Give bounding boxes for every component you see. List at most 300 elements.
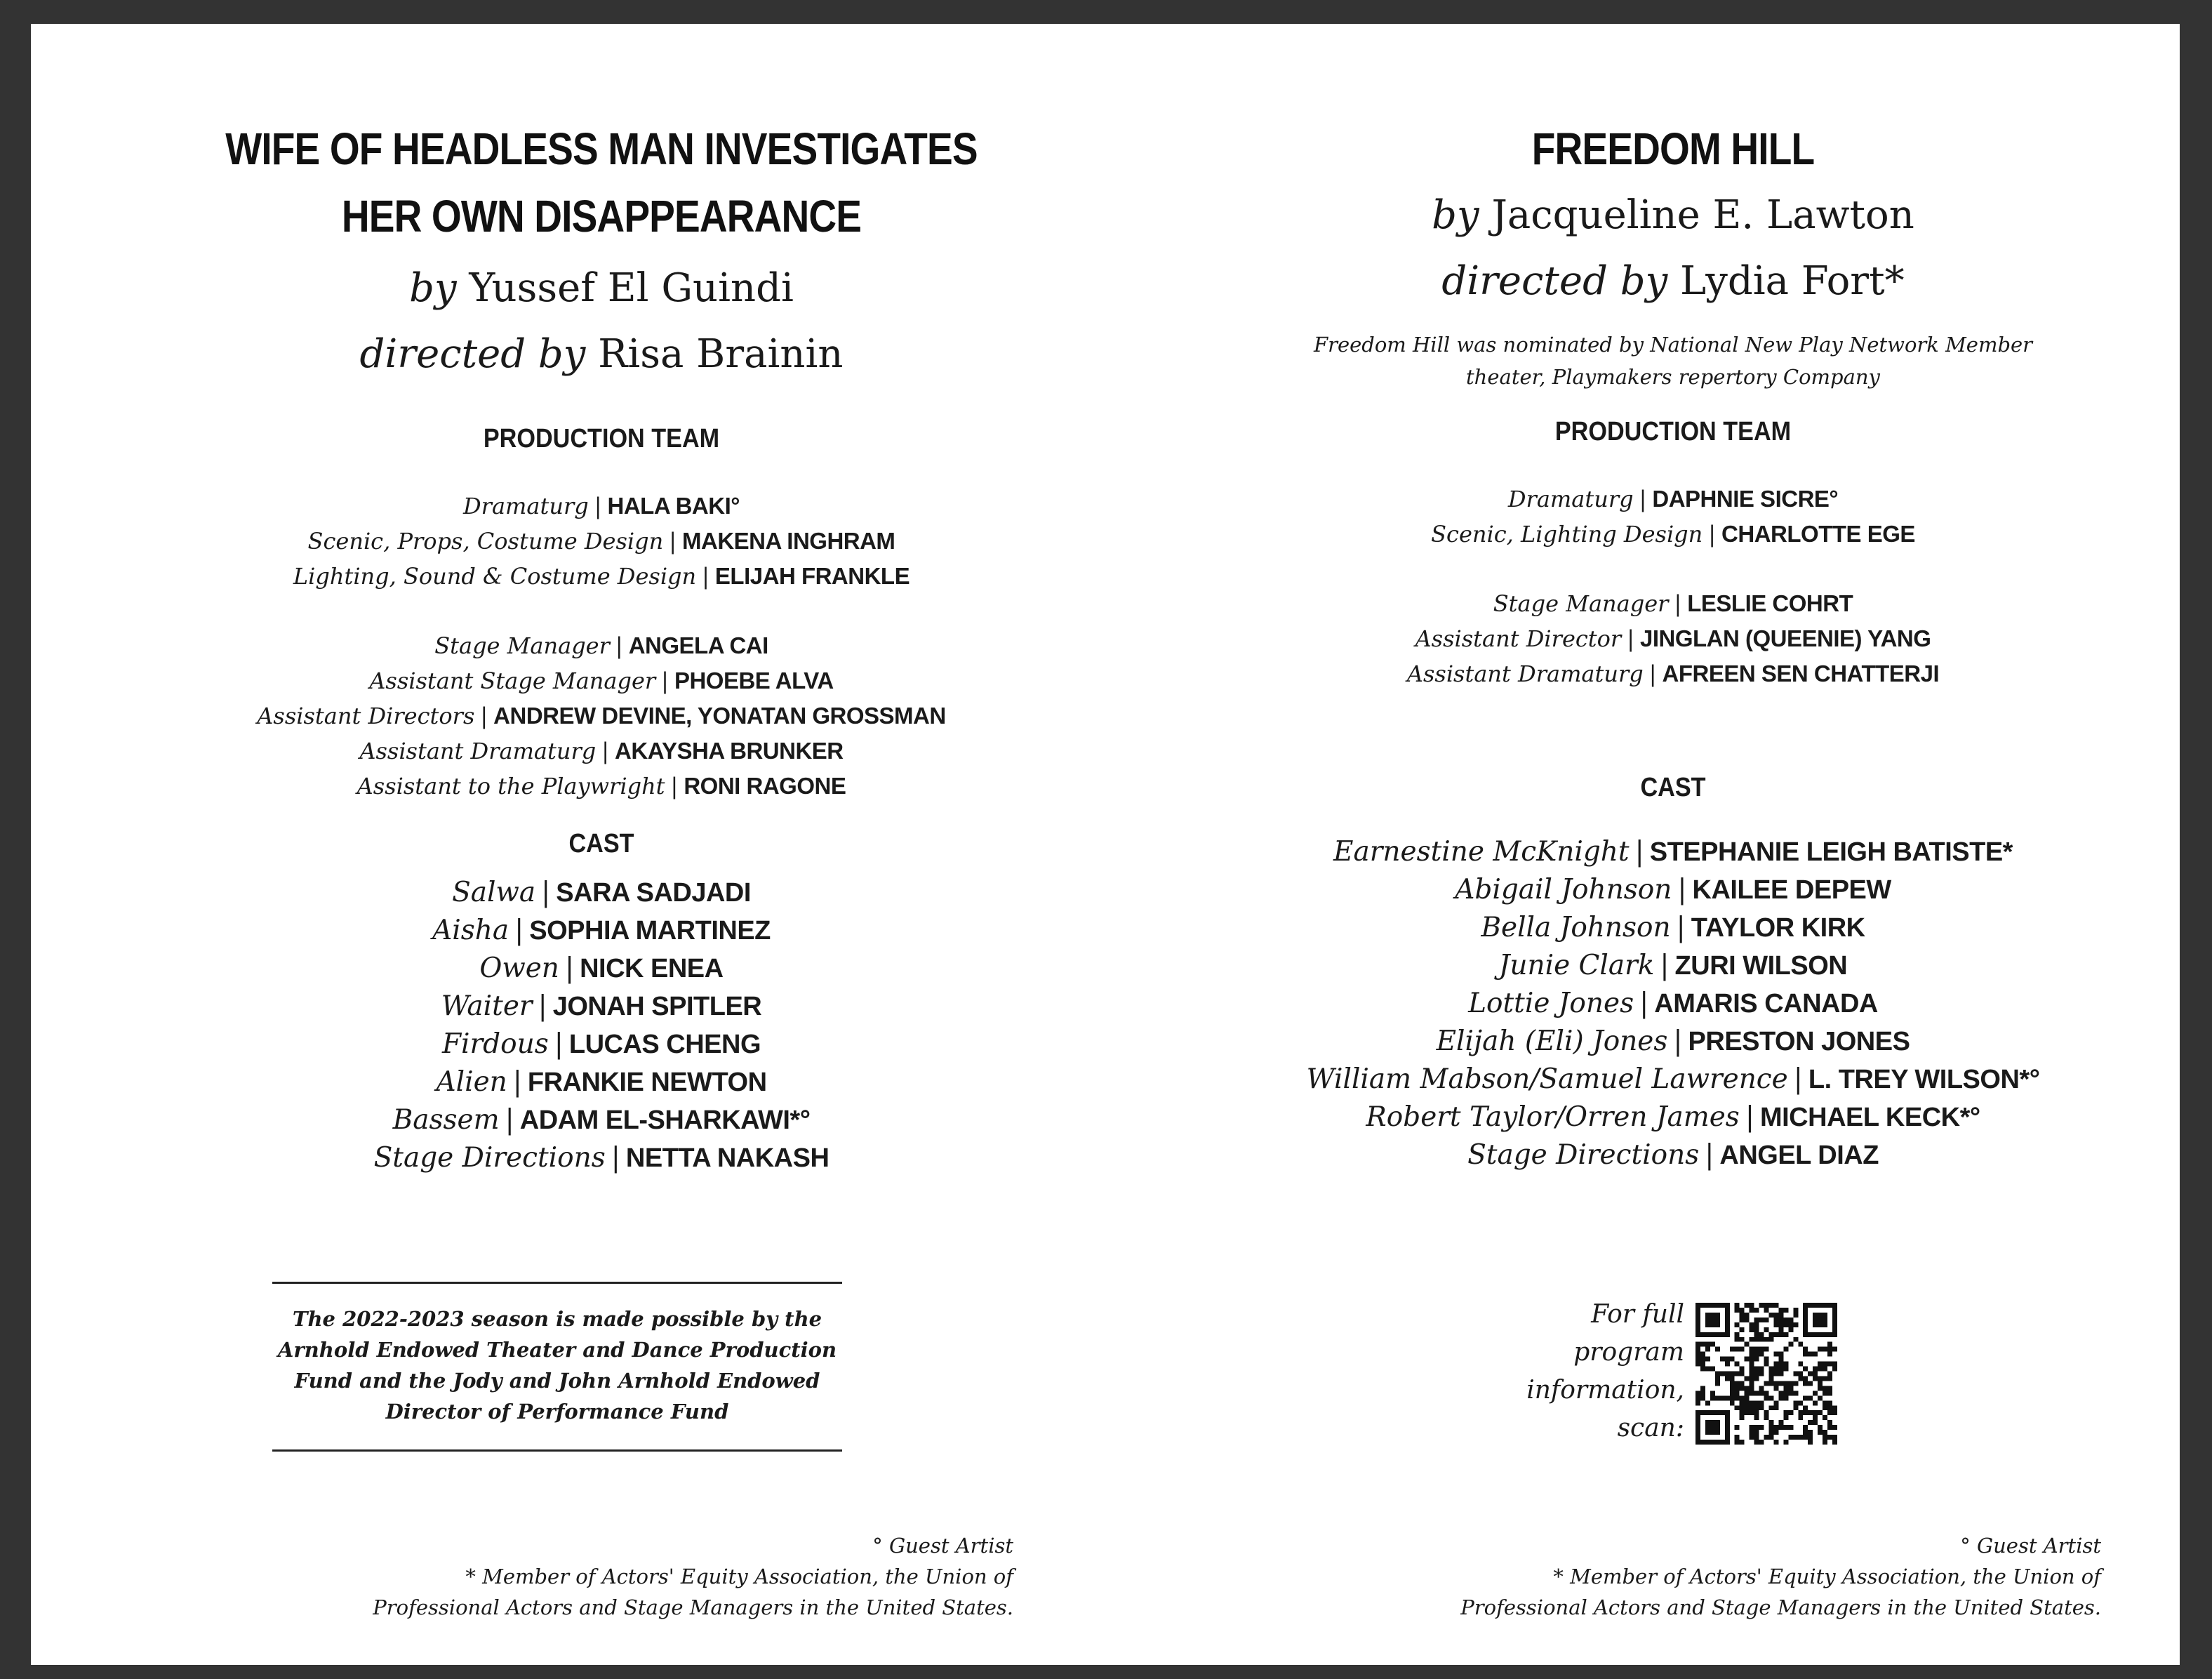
qr-module	[1773, 1362, 1778, 1367]
qr-module	[1740, 1372, 1745, 1376]
qr-module	[1700, 1342, 1705, 1347]
qr-module	[1827, 1391, 1832, 1395]
qr-module	[1754, 1352, 1759, 1357]
qr-module	[1750, 1303, 1754, 1308]
credit-name: NICK ENEA	[580, 954, 724, 983]
qr-module	[1823, 1313, 1827, 1318]
qr-module	[1705, 1322, 1710, 1327]
qr-module	[1832, 1313, 1837, 1318]
qr-module	[1745, 1386, 1750, 1391]
qr-module	[1720, 1303, 1725, 1308]
credit-line	[145, 524, 1058, 559]
qr-module	[1715, 1395, 1720, 1400]
qr-module	[1788, 1318, 1793, 1322]
credit-line	[1217, 586, 2129, 621]
qr-module	[1735, 1386, 1740, 1391]
qr-module	[1798, 1415, 1803, 1420]
qr-module	[1705, 1347, 1710, 1352]
footnote-line: Professional Actors and Stage Managers in the United States.	[1460, 1595, 2101, 1619]
qr-module	[1750, 1347, 1754, 1352]
play-title-line1: WIFE OF HEADLESS MAN INVESTIGATES	[225, 124, 978, 174]
qr-module	[1754, 1425, 1759, 1430]
qr-module	[1759, 1367, 1764, 1372]
qr-module	[1740, 1318, 1745, 1322]
qr-module	[1750, 1357, 1754, 1362]
qr-module	[1725, 1372, 1730, 1376]
right-footnotes	[1329, 1530, 2101, 1623]
credit-separator: |	[1660, 950, 1670, 981]
qr-module	[1764, 1347, 1769, 1352]
credit-separator: |	[611, 1142, 620, 1174]
credit-role: Assistant Stage Manager	[369, 668, 656, 694]
qr-module	[1750, 1430, 1754, 1435]
credit-line	[145, 912, 1058, 950]
qr-module	[1730, 1376, 1735, 1381]
qr-module	[1745, 1342, 1750, 1347]
qr-module	[1823, 1347, 1827, 1352]
credit-role: Stage Directions	[373, 1142, 606, 1174]
qr-module	[1832, 1405, 1837, 1410]
qr-module	[1745, 1391, 1750, 1395]
credit-separator: |	[514, 915, 524, 946]
credit-role: Assistant Director	[1415, 625, 1622, 652]
qr-module	[1832, 1435, 1837, 1440]
qr-module	[1818, 1395, 1823, 1400]
credit-line	[145, 1026, 1058, 1063]
qr-module	[1725, 1415, 1730, 1420]
qr-module	[1754, 1391, 1759, 1395]
qr-module	[1783, 1308, 1788, 1313]
credit-separator: |	[702, 563, 709, 590]
qr-module	[1793, 1400, 1798, 1405]
qr-module	[1768, 1425, 1773, 1430]
qr-module	[1803, 1381, 1808, 1386]
qr-module	[1759, 1440, 1764, 1445]
qr-module	[1818, 1386, 1823, 1391]
qr-module	[1808, 1435, 1813, 1440]
credit-line	[1217, 833, 2129, 871]
credit-line	[1217, 985, 2129, 1023]
qr-module	[1823, 1318, 1827, 1322]
qr-module	[1735, 1372, 1740, 1376]
credit-name: RONI RAGONE	[684, 773, 846, 799]
credit-separator: |	[1793, 1063, 1803, 1095]
qr-module	[1818, 1303, 1823, 1308]
qr-module	[1715, 1410, 1720, 1415]
qr-module	[1773, 1425, 1778, 1430]
qr-module	[1735, 1362, 1740, 1367]
qr-module	[1813, 1318, 1818, 1322]
qr-module	[1783, 1415, 1788, 1420]
qr-module	[1700, 1391, 1705, 1395]
qr-module	[1735, 1347, 1740, 1352]
qr-module	[1773, 1440, 1778, 1445]
credit-separator: |	[554, 1028, 564, 1060]
qr-module	[1818, 1430, 1823, 1435]
qr-module	[1695, 1327, 1700, 1332]
qr-module	[1710, 1332, 1715, 1337]
qr-module	[1745, 1410, 1750, 1415]
qr-code-icon[interactable]	[1695, 1303, 1837, 1445]
qr-module	[1803, 1352, 1808, 1357]
qr-module	[1818, 1381, 1823, 1386]
qr-module	[1778, 1420, 1783, 1425]
qr-module	[1773, 1303, 1778, 1308]
qr-module	[1745, 1313, 1750, 1318]
qr-module	[1813, 1332, 1818, 1337]
credit-separator: |	[1705, 1139, 1714, 1171]
qr-module	[1700, 1303, 1705, 1308]
qr-module	[1808, 1332, 1813, 1337]
qr-module	[1813, 1313, 1818, 1318]
qr-module	[1705, 1430, 1710, 1435]
qr-module	[1823, 1400, 1827, 1405]
qr-module	[1823, 1440, 1827, 1445]
qr-module	[1827, 1303, 1832, 1308]
qr-module	[1808, 1440, 1813, 1445]
qr-module	[1754, 1372, 1759, 1376]
qr-module	[1813, 1303, 1818, 1308]
qr-module	[1823, 1391, 1827, 1395]
qr-module	[1818, 1322, 1823, 1327]
director-credit: directed by Risa Brainin	[359, 331, 844, 377]
qr-module	[1808, 1420, 1813, 1425]
credit-line	[145, 663, 1058, 698]
qr-module	[1715, 1381, 1720, 1386]
qr-module	[1818, 1313, 1823, 1318]
qr-module	[1705, 1332, 1710, 1337]
qr-module	[1783, 1425, 1788, 1430]
qr-module	[1778, 1313, 1783, 1318]
qr-module	[1710, 1410, 1715, 1415]
qr-module	[1700, 1367, 1705, 1372]
qr-module	[1705, 1342, 1710, 1347]
qr-module	[1823, 1367, 1827, 1372]
qr-module	[1720, 1395, 1725, 1400]
qr-module	[1827, 1332, 1832, 1337]
qr-module	[1710, 1430, 1715, 1435]
qr-module	[1754, 1405, 1759, 1410]
credit-line	[145, 950, 1058, 988]
qr-module	[1793, 1308, 1798, 1313]
credit-separator: |	[1627, 625, 1634, 652]
qr-module	[1778, 1332, 1783, 1337]
qr-module	[1778, 1318, 1783, 1322]
qr-module	[1695, 1430, 1700, 1435]
qr-module	[1768, 1381, 1773, 1386]
credit-role: William Mabson/Samuel Lawrence	[1306, 1063, 1788, 1095]
qr-module	[1750, 1410, 1754, 1415]
qr-module	[1735, 1332, 1740, 1337]
qr-module	[1823, 1362, 1827, 1367]
left-play-column	[145, 24, 1058, 1177]
qr-module	[1813, 1410, 1818, 1415]
nomination-note-line1: Freedom Hill was nominated by National New Play Network Member	[1313, 333, 2033, 357]
qr-module	[1725, 1410, 1730, 1415]
qr-module	[1750, 1367, 1754, 1372]
qr-module	[1773, 1386, 1778, 1391]
qr-module	[1759, 1332, 1764, 1337]
qr-module	[1725, 1362, 1730, 1367]
qr-module	[1730, 1372, 1735, 1376]
qr-module	[1803, 1332, 1808, 1337]
qr-module	[1710, 1303, 1715, 1308]
credit-line	[1217, 909, 2129, 947]
qr-module	[1788, 1435, 1793, 1440]
qr-module	[1764, 1391, 1769, 1395]
qr-module	[1832, 1347, 1837, 1352]
credit-separator: |	[1648, 661, 1657, 687]
nomination-note-line2: theater, Playmakers repertory Company	[1466, 365, 1880, 389]
qr-module	[1735, 1391, 1740, 1395]
qr-module	[1823, 1405, 1827, 1410]
qr-module	[1705, 1425, 1710, 1430]
qr-module	[1773, 1367, 1778, 1372]
qr-module	[1735, 1322, 1740, 1327]
qr-module	[1710, 1318, 1715, 1322]
qr-module	[1725, 1440, 1730, 1445]
qr-module	[1740, 1405, 1745, 1410]
qr-module	[1827, 1347, 1832, 1352]
qr-module	[1745, 1395, 1750, 1400]
qr-module	[1803, 1303, 1808, 1308]
qr-module	[1832, 1332, 1837, 1337]
scan-line: scan:	[1617, 1414, 1684, 1442]
qr-module	[1768, 1337, 1773, 1342]
credit-separator: |	[564, 953, 575, 984]
qr-module	[1695, 1318, 1700, 1322]
footnote-line: Professional Actors and Stage Managers in the United States.	[373, 1595, 1013, 1619]
qr-module	[1818, 1376, 1823, 1381]
author-credit: by Yussef El Guindi	[409, 265, 794, 311]
scan-prompt	[1488, 1296, 1684, 1447]
qr-module	[1827, 1362, 1832, 1367]
qr-module	[1764, 1357, 1769, 1362]
left-footnotes	[312, 1530, 1013, 1623]
qr-module	[1695, 1362, 1700, 1367]
qr-module	[1725, 1332, 1730, 1337]
qr-module	[1730, 1395, 1735, 1400]
qr-module	[1823, 1376, 1827, 1381]
qr-module	[1750, 1386, 1754, 1391]
qr-module	[1783, 1318, 1788, 1322]
season-support-note	[272, 1282, 842, 1452]
qr-module	[1750, 1435, 1754, 1440]
qr-module	[1803, 1410, 1808, 1415]
qr-module	[1803, 1322, 1808, 1327]
credit-line	[1217, 621, 2129, 656]
qr-module	[1754, 1318, 1759, 1322]
qr-module	[1700, 1352, 1705, 1357]
credit-separator: |	[480, 703, 488, 729]
credit-separator: |	[1639, 486, 1647, 512]
credit-separator: |	[1634, 836, 1644, 868]
credit-separator: |	[670, 773, 679, 799]
qr-module	[1695, 1347, 1700, 1352]
qr-module	[1764, 1410, 1769, 1415]
qr-module	[1715, 1440, 1720, 1445]
qr-module	[1715, 1376, 1720, 1381]
credit-separator: |	[1708, 521, 1717, 548]
qr-module	[1754, 1308, 1759, 1313]
qr-module	[1803, 1405, 1808, 1410]
qr-module	[1705, 1357, 1710, 1362]
credit-separator: |	[538, 990, 547, 1022]
cast-heading: CAST	[568, 829, 634, 858]
credit-name: AKAYSHA BRUNKER	[615, 738, 844, 764]
qr-module	[1700, 1386, 1705, 1391]
qr-module	[1710, 1391, 1715, 1395]
qr-module	[1745, 1400, 1750, 1405]
support-line: Arnhold Endowed Theater and Dance Production	[277, 1338, 837, 1362]
qr-module	[1773, 1318, 1778, 1322]
qr-module	[1778, 1322, 1783, 1327]
credit-line	[145, 988, 1058, 1026]
credit-name: NETTA NAKASH	[625, 1143, 830, 1173]
qr-module	[1740, 1440, 1745, 1445]
credit-separator: |	[1673, 1026, 1683, 1057]
qr-module	[1759, 1337, 1764, 1342]
qr-module	[1783, 1440, 1788, 1445]
credit-separator: |	[661, 668, 669, 694]
qr-module	[1773, 1322, 1778, 1327]
qr-module	[1798, 1410, 1803, 1415]
qr-module	[1813, 1415, 1818, 1420]
qr-module	[1803, 1318, 1808, 1322]
qr-module	[1808, 1395, 1813, 1400]
qr-module	[1768, 1430, 1773, 1435]
qr-module	[1695, 1410, 1700, 1415]
qr-module	[1750, 1372, 1754, 1376]
qr-module	[1730, 1347, 1735, 1352]
qr-module	[1764, 1415, 1769, 1420]
qr-module	[1710, 1322, 1715, 1327]
director-credit: directed by Lydia Fort*	[1441, 258, 1905, 304]
qr-module	[1730, 1381, 1735, 1386]
program-page	[31, 24, 2180, 1665]
credit-role: Dramaturg	[1507, 486, 1634, 512]
qr-module	[1813, 1322, 1818, 1327]
qr-module	[1813, 1400, 1818, 1405]
qr-module	[1715, 1372, 1720, 1376]
credit-role: Lottie Jones	[1468, 988, 1634, 1019]
qr-module	[1827, 1400, 1832, 1405]
qr-module	[1710, 1313, 1715, 1318]
credit-separator: |	[505, 1104, 514, 1136]
qr-module	[1764, 1308, 1769, 1313]
qr-module	[1808, 1303, 1813, 1308]
credit-line	[145, 559, 1058, 594]
qr-module	[1764, 1362, 1769, 1367]
credit-line	[1217, 1061, 2129, 1099]
credit-role: Earnestine McKnight	[1333, 836, 1630, 868]
qr-module	[1725, 1357, 1730, 1362]
qr-module	[1778, 1352, 1783, 1357]
qr-module	[1735, 1337, 1740, 1342]
qr-module	[1803, 1347, 1808, 1352]
qr-module	[1715, 1347, 1720, 1352]
qr-module	[1823, 1332, 1827, 1337]
credit-line	[145, 874, 1058, 912]
qr-module	[1783, 1332, 1788, 1337]
qr-module	[1827, 1410, 1832, 1415]
qr-module	[1768, 1405, 1773, 1410]
credit-line	[145, 1101, 1058, 1139]
credit-role: Scenic, Props, Costume Design	[307, 528, 664, 555]
qr-module	[1793, 1381, 1798, 1386]
qr-module	[1695, 1400, 1700, 1405]
credit-separator: |	[1745, 1101, 1754, 1133]
qr-module	[1818, 1367, 1823, 1372]
credit-separator: |	[1676, 912, 1686, 943]
qr-module	[1700, 1332, 1705, 1337]
qr-module	[1793, 1372, 1798, 1376]
credit-line	[145, 1139, 1058, 1177]
qr-module	[1793, 1405, 1798, 1410]
qr-module	[1735, 1435, 1740, 1440]
qr-module	[1823, 1303, 1827, 1308]
qr-module	[1788, 1322, 1793, 1327]
qr-module	[1759, 1391, 1764, 1395]
qr-module	[1783, 1347, 1788, 1352]
production-group-2	[1217, 586, 2129, 691]
qr-module	[1783, 1410, 1788, 1415]
qr-module	[1750, 1308, 1754, 1313]
qr-module	[1764, 1318, 1769, 1322]
credit-name: PHOEBE ALVA	[674, 668, 834, 694]
qr-module	[1768, 1372, 1773, 1376]
cast-list	[1217, 833, 2129, 1174]
credit-line	[145, 698, 1058, 734]
qr-module	[1725, 1327, 1730, 1332]
credit-name: ZURI WILSON	[1674, 951, 1848, 981]
qr-module	[1778, 1362, 1783, 1367]
qr-module	[1808, 1430, 1813, 1435]
play-title: FREEDOM HILL	[1531, 124, 1815, 174]
credit-line	[1217, 656, 2129, 691]
qr-module	[1798, 1435, 1803, 1440]
credit-name: CHARLOTTE EGE	[1721, 521, 1915, 547]
credit-role: Bassem	[392, 1104, 500, 1136]
qr-module	[1740, 1400, 1745, 1405]
qr-module	[1725, 1430, 1730, 1435]
credit-role: Scenic, Lighting Design	[1431, 521, 1703, 548]
qr-module	[1705, 1303, 1710, 1308]
qr-module	[1813, 1391, 1818, 1395]
qr-module	[1725, 1395, 1730, 1400]
qr-module	[1773, 1332, 1778, 1337]
qr-module	[1783, 1362, 1788, 1367]
credit-name: ELIJAH FRANKLE	[714, 563, 910, 589]
qr-module	[1808, 1372, 1813, 1376]
qr-module	[1818, 1347, 1823, 1352]
qr-module	[1725, 1322, 1730, 1327]
qr-module	[1730, 1386, 1735, 1391]
credit-name: MAKENA INGHRAM	[682, 528, 895, 554]
qr-module	[1827, 1342, 1832, 1347]
credit-name: ANGELA CAI	[628, 632, 768, 658]
qr-module	[1832, 1308, 1837, 1313]
qr-module	[1695, 1308, 1700, 1313]
qr-module	[1813, 1420, 1818, 1425]
qr-module	[1740, 1313, 1745, 1318]
qr-module	[1803, 1367, 1808, 1372]
qr-module	[1783, 1322, 1788, 1327]
qr-module	[1818, 1318, 1823, 1322]
qr-module	[1745, 1405, 1750, 1410]
credit-name: L. TREY WILSON*°	[1808, 1065, 2040, 1094]
qr-module	[1735, 1303, 1740, 1308]
